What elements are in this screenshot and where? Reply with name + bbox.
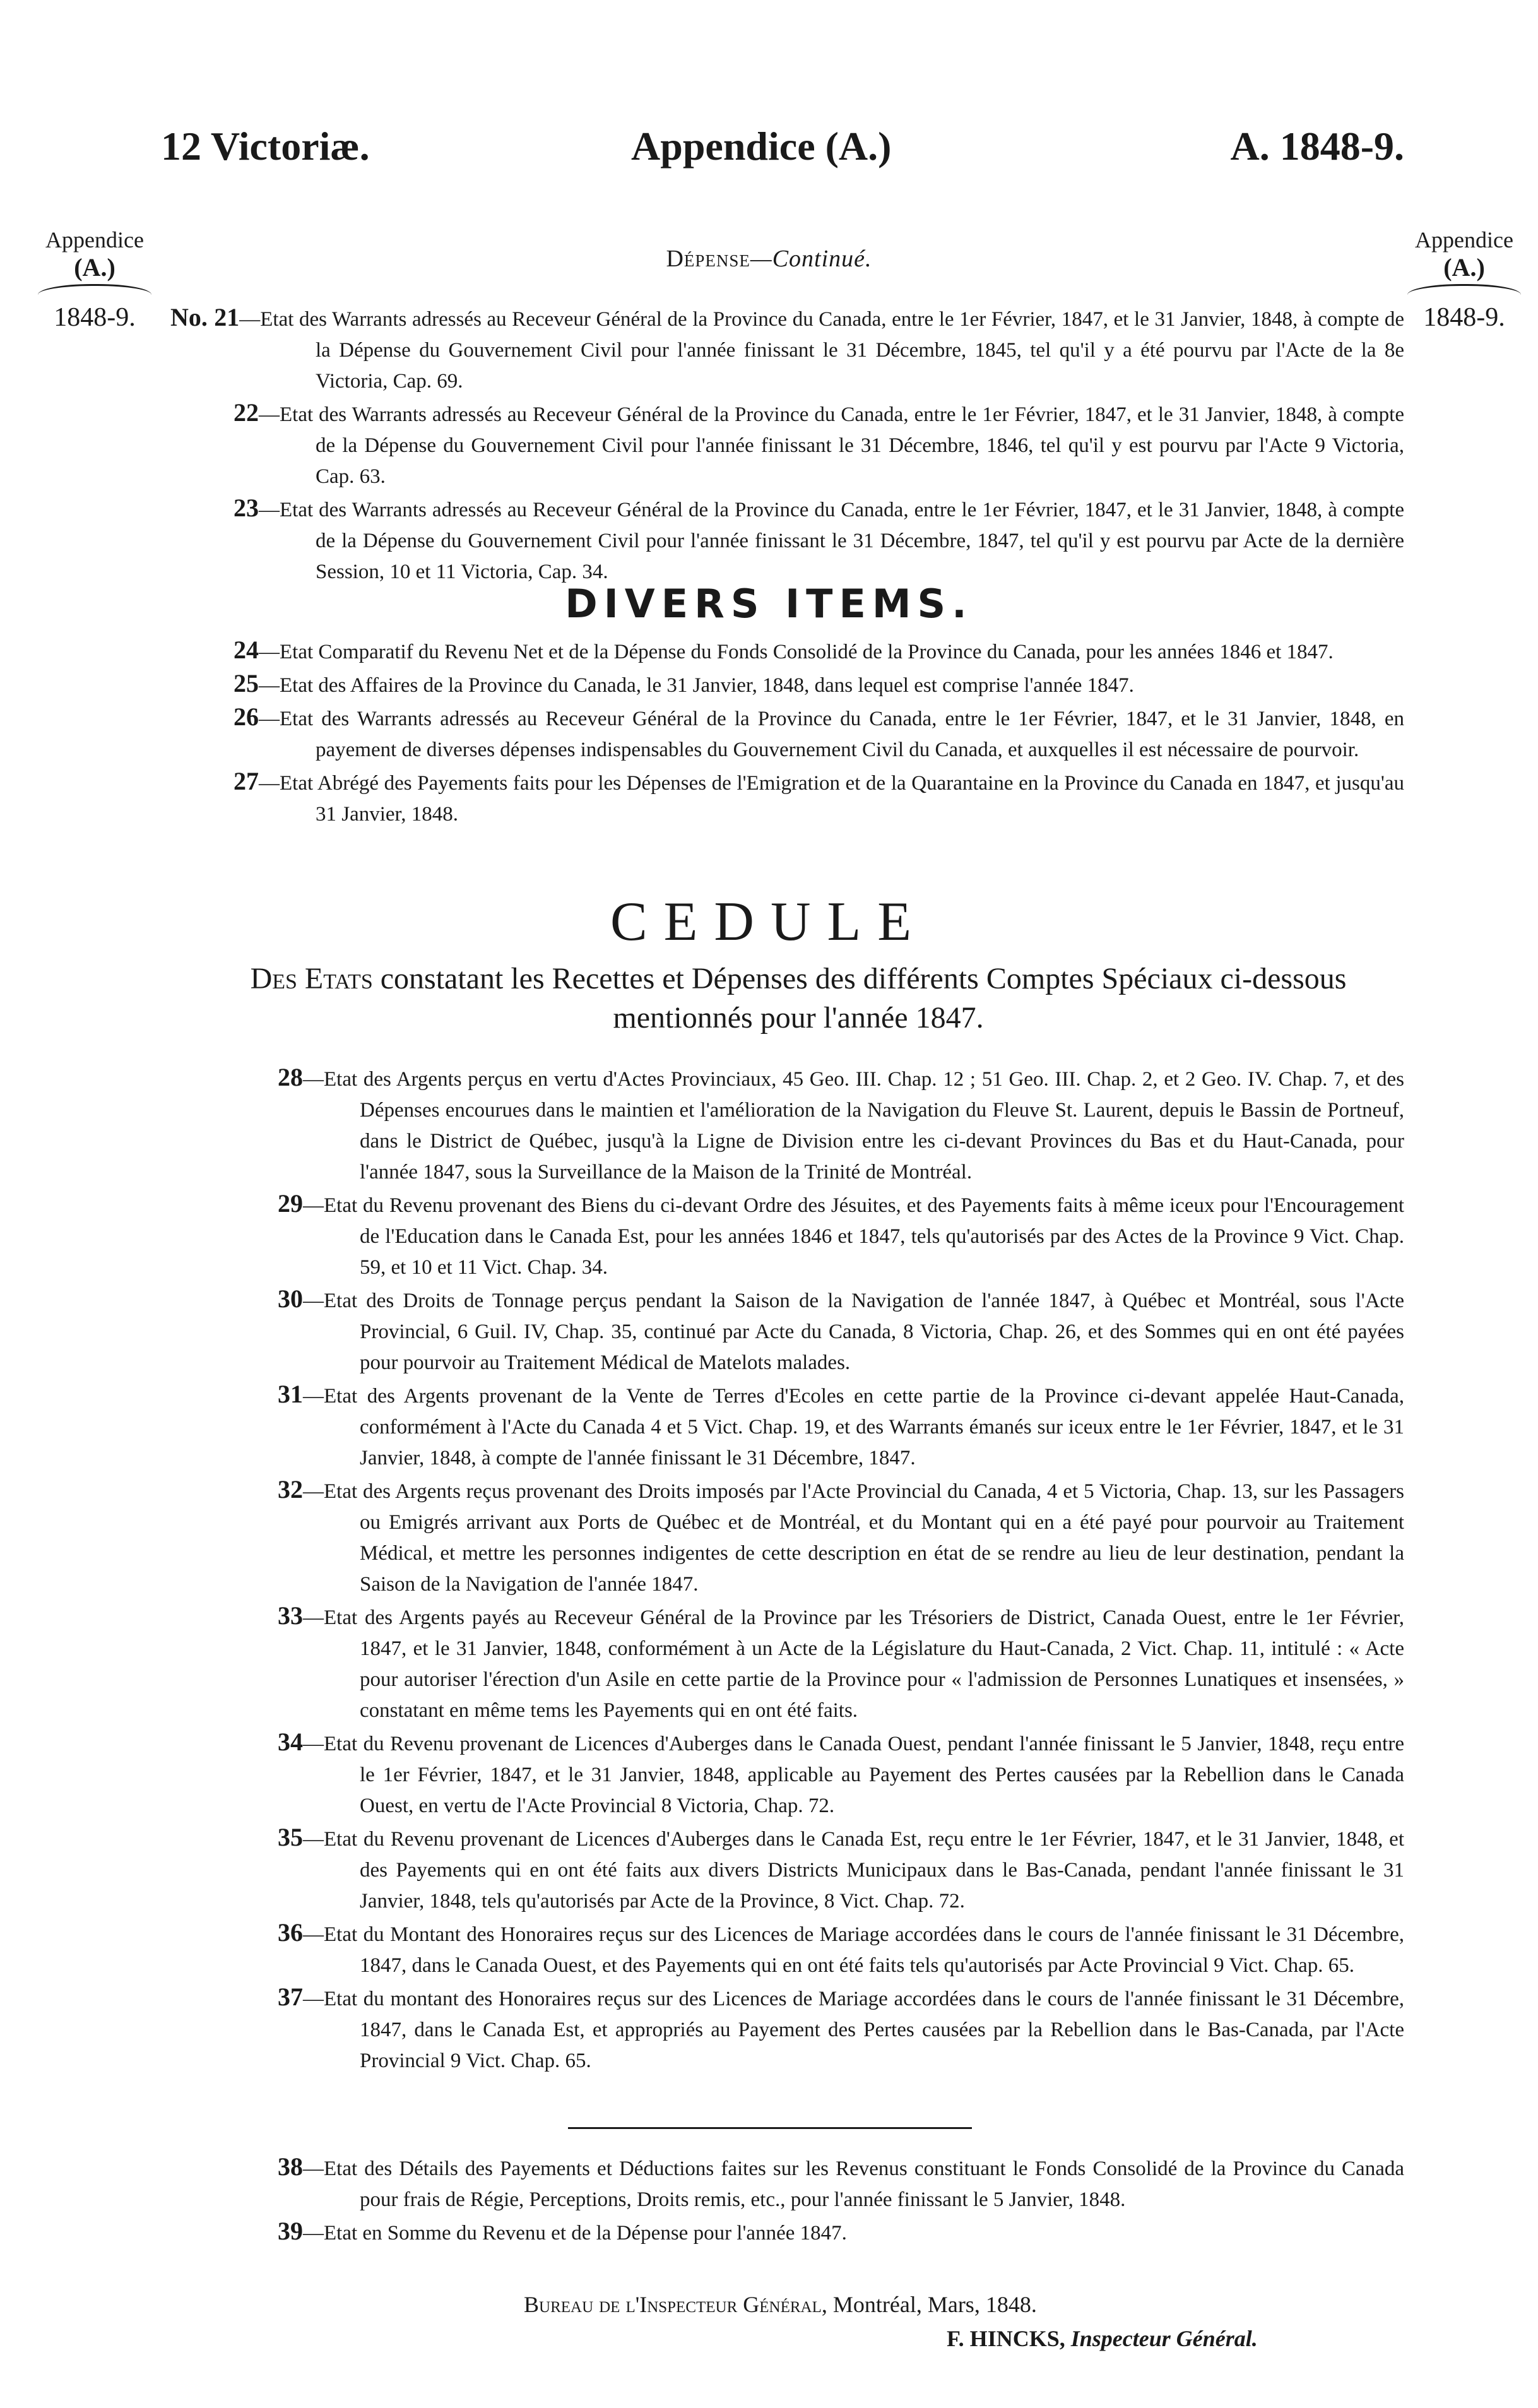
expense-entries: [170, 302, 1404, 588]
entry-text: —Etat Abrégé des Payements faits pour les Dépenses de l'Emigration et de la Quarantaine en la Province du Canada en 1847, et jusqu'au 31 Janvier, 1848.: [259, 772, 1404, 826]
margin-left-letter: (A.): [74, 253, 115, 282]
entry-number: 26: [234, 703, 259, 731]
entry-number: 24: [234, 636, 259, 664]
entry-text: —Etat du montant des Honoraires reçus sur des Licences de Mariage accordées dans le cours de l'année finissant le 31 Décembre, 1847, dans le Canada Est, et appropriés au Payement des Pertes causées par la Rebellion dans le Bas-Canada, par l'Acte Provincial 9 Vict. Chap. 65.: [303, 1988, 1404, 2072]
entry-text: —Etat du Revenu provenant de Licences d'Auberges dans le Canada Est, reçu entre le 1er Février, 1847, et le 31 Janvier, 1848, et des Payements qui en ont été faits aux divers Districts Municipaux dans le Bas-Canada, pendant l'année finissant le 31 Janvier, 1848, tels qu'autorisés par Acte de la Province, 8 Vict. Chap. 72.: [303, 1828, 1404, 1913]
entry-number: 28: [278, 1063, 303, 1091]
list-item: [170, 2215, 1404, 2249]
margin-left-brace: [38, 284, 151, 295]
header-regnal-year: 12 Victoriæ.: [161, 124, 370, 169]
entry-text: —Etat des Warrants adressés au Receveur Général de la Province du Canada, entre le 1er Février, 1847, et le 31 Janvier, 1848, à compte de la Dépense du Gouvernement Civil pour l'année finissant le 31 Décembre, 1846, tel qu'il y est pourvu par l'Acte 9 Victoria, Cap. 63.: [259, 403, 1404, 488]
section-title-continued: —Continué.: [750, 246, 872, 272]
margin-left-label: Appendice: [45, 227, 144, 252]
section-title: [0, 245, 1538, 273]
list-item: [170, 668, 1404, 701]
list-item: [170, 1600, 1404, 1726]
entry-number: 38: [278, 2152, 303, 2181]
entry-number: 29: [278, 1189, 303, 1218]
list-item: [170, 1981, 1404, 2077]
entry-text: —Etat en Somme du Revenu et de la Dépense pour l'année 1847.: [303, 2222, 847, 2245]
entry-number: 39: [278, 2217, 303, 2245]
cedule-subtitle-lead: Des Etats: [250, 962, 373, 995]
entry-number: 35: [278, 1823, 303, 1851]
margin-right-letter: (A.): [1443, 253, 1485, 282]
signoff-office: Bureau de l'Inspecteur Général,: [524, 2292, 827, 2317]
entry-number: 33: [278, 1601, 303, 1630]
entry-number: 37: [278, 1983, 303, 2011]
margin-right-brace: [1407, 284, 1521, 295]
list-item: [170, 2151, 1404, 2215]
divers-entries: [170, 634, 1404, 830]
list-item: [170, 492, 1404, 588]
entry-text: —Etat des Argents provenant de la Vente de Terres d'Ecoles en cette partie de la Province ci-devant appelée Haut-Canada, conformément à l'Acte du Canada 4 et 5 Vict. Chap. 19, et des Warrants émanés sur iceux entre le 1er Février, 1847, et le 31 Janvier, 1848, à compte de l'année finissant le 31 Décembre, 1847.: [303, 1385, 1404, 1469]
margin-left-year: 1848-9.: [54, 303, 136, 332]
entry-text: —Etat du Revenu provenant de Licences d'Auberges dans le Canada Ouest, pendant l'année finissant le 5 Janvier, 1848, reçu entre le 1er Février, 1847, et le 31 Janvier, 1848, applicable au Payement des Pertes causées par la Rebellion dans le Canada Ouest, en vertu de l'Acte Provincial 8 Victoria, Chap. 72.: [303, 1733, 1404, 1817]
margin-note-left: [25, 226, 164, 331]
final-entries: [170, 2151, 1404, 2249]
list-item: [170, 397, 1404, 492]
signature-line: [947, 2325, 1258, 2352]
cedule-subtitle-rest: constatant les Recettes et Dépenses des différents Comptes Spéciaux ci-dessous mentionnés pour l'année 1847.: [372, 962, 1347, 1035]
entry-number: No. 21: [170, 303, 240, 331]
entry-text: —Etat des Droits de Tonnage perçus pendant la Saison de la Navigation de l'année 1847, à Québec et Montréal, sous l'Acte Provincial, 6 Guil. IV, Chap. 35, continué par Acte du Canada, 8 Victoria, Chap. 26, et des Sommes qui en ont été payées pour pourvoir au Traitement Médical de Matelots malades.: [303, 1290, 1404, 1374]
cedule-heading: CEDULE: [610, 891, 928, 952]
list-item: [170, 634, 1404, 668]
entry-number: 34: [278, 1728, 303, 1756]
margin-right-label: Appendice: [1415, 227, 1513, 252]
list-item: [170, 1726, 1404, 1822]
entry-text: —Etat des Détails des Payements et Déductions faites sur les Revenus constituant le Fonds Consolidé de la Province du Canada pour frais de Régie, Perceptions, Droits remis, etc., pour l'année finissant le 5 Janvier, 1848.: [303, 2157, 1404, 2211]
entry-text: —Etat des Argents reçus provenant des Droits imposés par l'Acte Provincial du Canada, 4 et 5 Victoria, Chap. 13, sur les Passagers ou Emigrés arrivant aux Ports de Québec et de Montréal, et du Montant qui en a été payé pour pourvoir au Traitement Médical, et mettre les personnes indigentes de cette description en état de se rendre au lieu de leur destination, pendant la Saison de la Navigation de l'année 1847.: [303, 1480, 1404, 1596]
margin-right-year: 1848-9.: [1423, 303, 1505, 332]
list-item: [170, 1822, 1404, 1917]
entry-text: —Etat des Warrants adressés au Receveur Général de la Province du Canada, entre le 1er Février, 1847, et le 31 Janvier, 1848, à compte de la Dépense du Gouvernement Civil pour l'année finissant le 31 Décembre, 1845, tel qu'il y a été pourvu par l'Acte de la 8e Victoria, Cap. 69.: [239, 308, 1404, 393]
list-item: [170, 1474, 1404, 1600]
list-item: [170, 1283, 1404, 1379]
signoff-place-date: Montréal, Mars, 1848.: [827, 2292, 1037, 2317]
entry-text: —Etat des Argents perçus en vertu d'Actes Provinciaux, 45 Geo. III. Chap. 12 ; 51 Geo. III. Chap. 2, et 2 Geo. IV. Chap. 7, et des Dépenses encourues dans le maintien et l'amélioration de la Navigation du Fleuve St. Laurent, depuis le Bassin de Portneuf, dans le District de Québec, jusqu'à la Ligne de Division entre les ci-devant Provinces du Bas et du Haut-Canada, pour l'année 1847, sous la Surveillance de la Maison de la Trinité de Montréal.: [303, 1068, 1404, 1183]
divers-items-heading: DIVERS ITEMS.: [565, 581, 973, 627]
entry-text: —Etat des Affaires de la Province du Canada, le 31 Janvier, 1848, dans lequel est comprise l'année 1847.: [259, 674, 1134, 697]
section-divider: [568, 2127, 972, 2129]
entry-number: 25: [234, 669, 259, 697]
list-item: [170, 701, 1404, 766]
entry-number: 27: [234, 767, 259, 795]
entry-text: —Etat Comparatif du Revenu Net et de la Dépense du Fonds Consolidé de la Province du Canada, pour les années 1846 et 1847.: [259, 641, 1334, 663]
list-item: [170, 302, 1404, 397]
signoff-line: [524, 2291, 1037, 2318]
entry-number: 32: [278, 1475, 303, 1504]
header-session-year: A. 1848-9.: [1230, 124, 1404, 169]
entry-number: 23: [234, 494, 259, 522]
list-item: [170, 1188, 1404, 1283]
entry-text: —Etat des Argents payés au Receveur Général de la Province par les Trésoriers de District, Canada Ouest, entre le 1er Février, 1847, et le 31 Janvier, 1848, conformément à un Acte de la Législature du Haut-Canada, 2 Vict. Chap. 11, intitulé : « Acte pour autoriser l'érection d'un Asile en cette partie de la Province pour « l'admission de Personnes Lunatiques et insensées, » constatant en même tems les Payements qui en ont été faits.: [303, 1606, 1404, 1722]
signatory-name: F. HINCKS,: [947, 2326, 1065, 2351]
cedule-subtitle: [189, 959, 1407, 1038]
section-title-word: Dépense: [666, 246, 750, 272]
entry-number: 22: [234, 398, 259, 427]
entry-number: 31: [278, 1380, 303, 1408]
header-appendix-title: Appendice (A.): [631, 124, 892, 169]
signatory-title: Inspecteur Général.: [1070, 2326, 1258, 2351]
entry-text: —Etat des Warrants adressés au Receveur Général de la Province du Canada, entre le 1er Février, 1847, et le 31 Janvier, 1848, à compte de la Dépense du Gouvernement Civil pour l'année finissant le 31 Décembre, 1847, tel qu'il y est pourvu par Acte de la dernière Session, 10 et 11 Victoria, Cap. 34.: [259, 499, 1404, 583]
list-item: [170, 1379, 1404, 1474]
list-item: [170, 1062, 1404, 1188]
margin-note-right: [1395, 226, 1534, 331]
entry-text: —Etat des Warrants adressés au Receveur Général de la Province du Canada, entre le 1er Février, 1847, et le 31 Janvier, 1848, en payement de diverses dépenses indispensables du Gouvernement Civil du Canada, et auxquelles il est nécessaire de pourvoir.: [259, 708, 1404, 761]
entry-text: —Etat du Montant des Honoraires reçus sur des Licences de Mariage accordées dans le cours de l'année finissant le 31 Décembre, 1847, dans le Canada Ouest, et des Payements qui en ont été faits tels qu'autorisés par Acte Provincial 9 Vict. Chap. 65.: [303, 1923, 1404, 1977]
entry-number: 30: [278, 1284, 303, 1313]
running-header: [161, 123, 1404, 180]
list-item: [170, 766, 1404, 830]
list-item: [170, 1917, 1404, 1981]
cedule-entries: [170, 1062, 1404, 2077]
entry-text: —Etat du Revenu provenant des Biens du ci-devant Ordre des Jésuites, et des Payements faits à même iceux pour l'Encouragement de l'Education dans le Canada Est, pour les années 1846 et 1847, tels qu'autorisés par des Actes de la Province 9 Vict. Chap. 59, et 10 et 11 Vict. Chap. 34.: [303, 1194, 1404, 1279]
entry-number: 36: [278, 1918, 303, 1947]
